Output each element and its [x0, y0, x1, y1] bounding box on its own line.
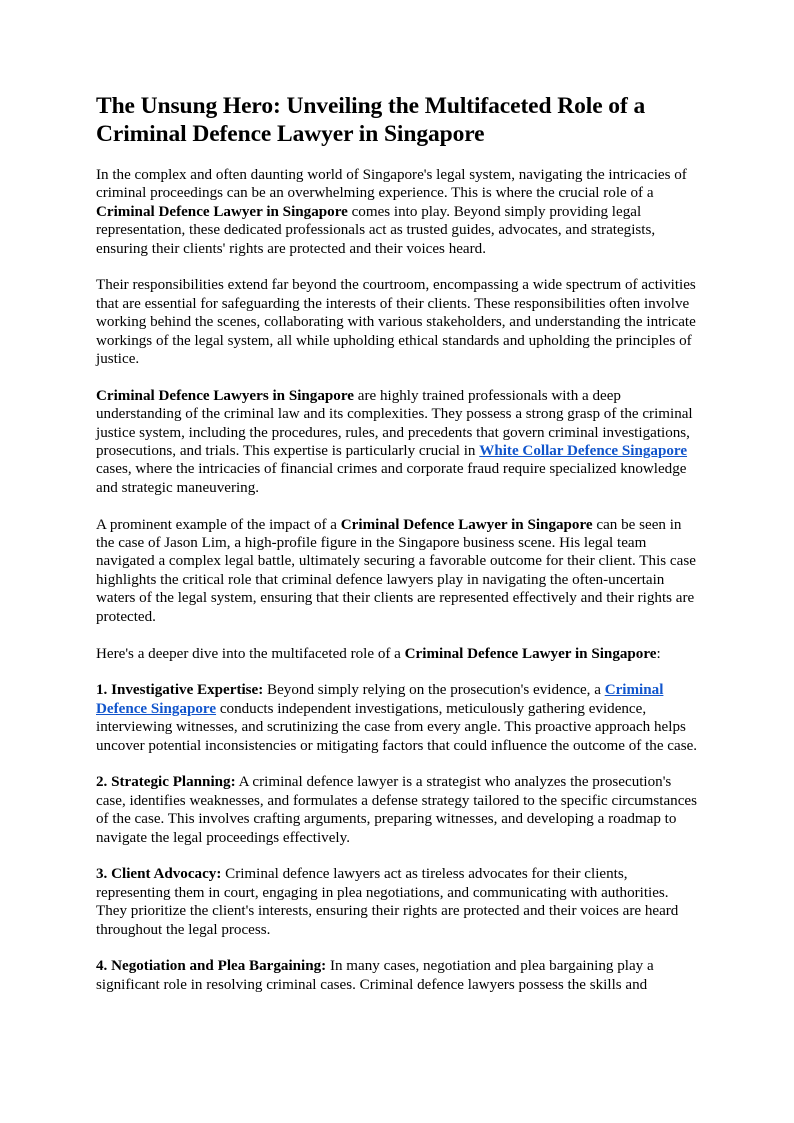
document-title: The Unsung Hero: Unveiling the Multifaceted Role of a Criminal Defence Lawyer in Singapore [96, 93, 646, 147]
example-bold-term: Criminal Defence Lawyer in Singapore [340, 516, 593, 533]
list-item-strategic [96, 773, 700, 847]
list-item-heading: 4. Negotiation and Plea Bargaining: [96, 958, 327, 975]
expertise-bold-term: Criminal Defence Lawyers in Singapore [96, 387, 354, 404]
intro-bold-term: Criminal Defence Lawyer in Singapore [96, 203, 348, 220]
criminal-defence-link[interactable]: Criminal Defence Singapore [96, 682, 664, 717]
intro-text-start: In the complex and often daunting world of Singapore's legal system, navigating the intricacies of criminal proceedings can be an overwhelming experience. This is where the crucial role of a [96, 167, 687, 202]
document-page [96, 92, 700, 1013]
list-item-text-start: Beyond simply relying on the prosecution's evidence, a [263, 682, 605, 699]
expertise-text-start: are highly trained professionals with a deep understanding of the criminal law and its complexities. They possess a strong grasp of the criminal justice system, including the procedures, rules, and precedents that govern criminal investigations, prosecutions, and trials. This expertise is particularly crucial in [96, 387, 693, 460]
list-item-heading: 2. Strategic Planning: [96, 774, 236, 791]
example-paragraph [96, 516, 700, 626]
list-item-advocacy [96, 865, 700, 939]
list-item-text: In many cases, negotiation and plea bargaining play a significant role in resolving criminal cases. Criminal defence lawyers possess the skills and [96, 958, 654, 993]
list-item-text: Criminal defence lawyers act as tireless advocates for their clients, representing them in court, engaging in plea negotiations, and communicating with authorities. They prioritize the client's interests, ensuring their rights are protected and their voices are heard throughout the legal process. [96, 866, 679, 938]
deeper-dive-paragraph [96, 645, 700, 663]
expertise-text-end: cases, where the intricacies of financial crimes and corporate fraud require specialized knowledge and strategic maneuvering. [96, 461, 687, 496]
intro-text-end: comes into play. Beyond simply providing legal representation, these dedicated professionals act as trusted guides, advocates, and strategists, ensuring their clients' rights are protected and their voices heard. [96, 203, 656, 257]
deeper-dive-bold-term: Criminal Defence Lawyer in Singapore [404, 645, 657, 662]
deeper-dive-colon: : [656, 645, 661, 662]
list-item-text-end: conducts independent investigations, meticulously gathering evidence, interviewing witnesses, and scrutinizing the case from every angle. This proactive approach helps uncover potential inconsistencies or mitigating factors that could influence the outcome of the case. [96, 700, 698, 754]
list-item-heading: 3. Client Advocacy: [96, 866, 222, 883]
list-item-text: A criminal defence lawyer is a strategist who analyzes the prosecution's case, identifies weaknesses, and formulates a defense strategy tailored to the specific circumstances of the case. This involves crafting arguments, preparing witnesses, and developing a roadmap to navigate the legal proceedings effectively. [96, 774, 697, 846]
white-collar-defence-link[interactable]: White Collar Defence Singapore [479, 443, 688, 460]
list-item-heading: 1. Investigative Expertise: [96, 682, 264, 699]
deeper-dive-text: Here's a deeper dive into the multifaceted role of a [96, 645, 405, 662]
intro-paragraph [96, 166, 700, 258]
list-item-investigative [96, 681, 700, 755]
example-text-start: A prominent example of the impact of a [96, 516, 341, 533]
list-item-negotiation [96, 957, 700, 994]
expertise-paragraph [96, 387, 700, 497]
responsibilities-paragraph: Their responsibilities extend far beyond the courtroom, encompassing a wide spectrum of activities that are essential for safeguarding the interests of their clients. These responsibilities often involve working behind the scenes, collaborating with various stakeholders, and understanding the intricate workings of the legal system, all while upholding ethical standards and upholding the principles of justice. [96, 277, 696, 368]
example-text-end: can be seen in the case of Jason Lim, a high-profile figure in the Singapore business scene. His legal team navigated a complex legal battle, ultimately securing a favorable outcome for their client. This case highlights the critical role that criminal defence lawyers play in navigating the often-uncertain waters of the legal system, ensuring that their clients are represented effectively and their rights are protected. [96, 516, 696, 625]
